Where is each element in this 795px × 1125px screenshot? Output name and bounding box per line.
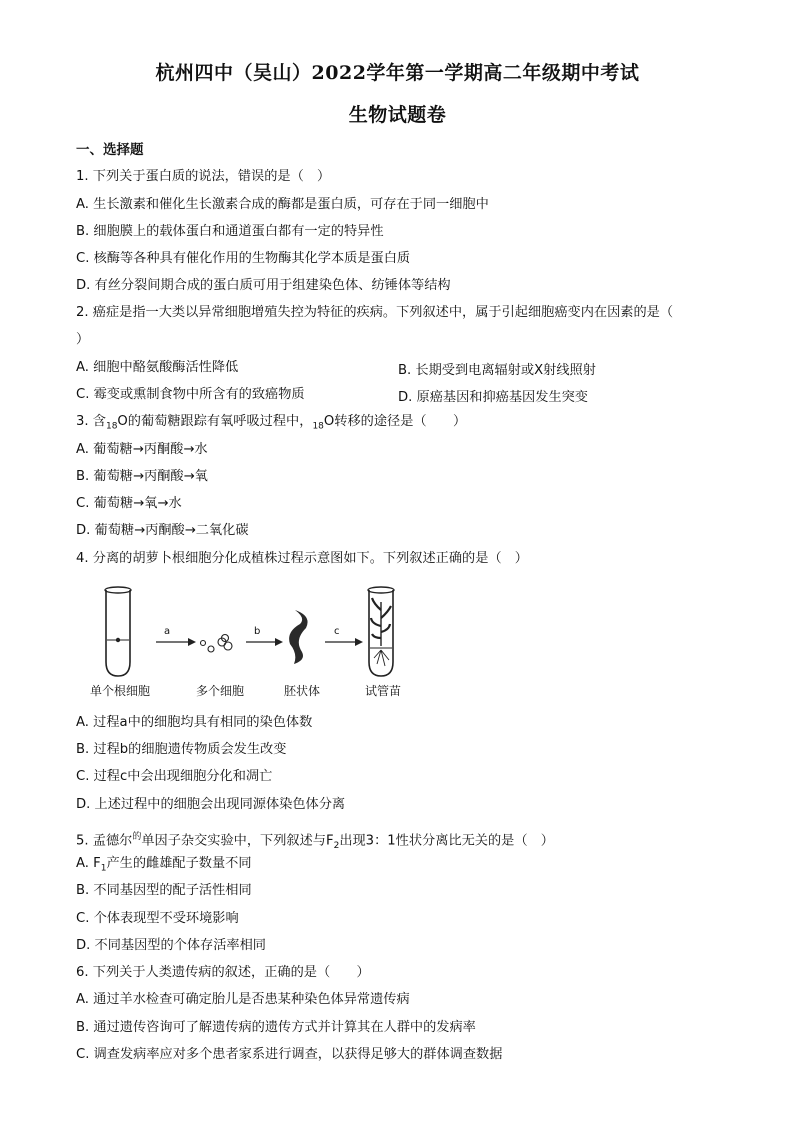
q4-stem: 4. 分离的胡萝卜根细胞分化成植株过程示意图如下。下列叙述正确的是（ ）: [76, 551, 528, 566]
q1-stem: 1. 下列关于蛋白质的说法，错误的是（ ）: [76, 169, 331, 184]
q5-option-d: D. 不同基因型的个体存活率相同: [76, 938, 266, 953]
q5-option-a: A. $F_1$产生的雌雄配子数量不同: [76, 856, 252, 874]
embryoid: [289, 610, 307, 664]
q5-option-b: B. 不同基因型的配子活性相同: [76, 883, 252, 898]
q4-option-a: A. 过程a中的细胞均具有相同的染色体数: [76, 715, 313, 730]
carrot-culture-diagram: [80, 580, 420, 700]
step-c-label: c: [334, 626, 340, 637]
q3-option-c: C. 葡萄糖→氧→水: [76, 496, 182, 511]
diagram-svg: [80, 580, 420, 680]
section-heading: 一、选择题: [76, 142, 144, 158]
multiple-cells: [201, 635, 233, 653]
q6-stem: 6. 下列关于人类遗传病的叙述，正确的是（ ）: [76, 965, 370, 980]
test-tube-plantlet: [368, 587, 394, 676]
exam-subtitle: 生物试题卷: [348, 104, 447, 126]
q6-option-b: B. 通过遗传咨询可了解遗传病的遗传方式并计算其在人群中的发病率: [76, 1020, 476, 1035]
q2-option-d: D. 原癌基因和抑癌基因发生突变: [398, 390, 588, 405]
q6-option-c: C. 调查发病率应对多个患者家系进行调查，以获得足够大的群体调查数据: [76, 1047, 503, 1062]
label-embryoid: 胚状体: [284, 684, 321, 698]
q5-option-c: C. 个体表现型不受环境影响: [76, 911, 239, 926]
arrow-c: [325, 638, 363, 646]
q6-option-a: A. 通过羊水检查可确定胎儿是否患某种染色体异常遗传病: [76, 992, 410, 1007]
test-tube-root-cell: [105, 587, 131, 676]
q4-option-d: D. 上述过程中的细胞会出现同源体染色体分离: [76, 797, 346, 812]
q2-stem-close: ）: [76, 332, 90, 347]
arrow-b: [246, 638, 283, 646]
step-a-label: a: [164, 626, 171, 637]
arrow-a: [156, 638, 196, 646]
q3-option-a: A. 葡萄糖→丙酮酸→水: [76, 442, 208, 457]
q1-option-b: B. 细胞膜上的载体蛋白和通道蛋白都有一定的特异性: [76, 224, 384, 239]
q3-stem: 3. 含$_{18}$O的葡萄糖跟踪有氧呼吸过程中，$_{18}$O转移的途径是（ ）: [76, 414, 467, 432]
q1-option-a: A. 生长激素和催化生长激素合成的酶都是蛋白质，可存在于同一细胞中: [76, 197, 489, 212]
label-multiple-cells: 多个细胞: [196, 684, 245, 698]
label-single-root-cell: 单个根细胞: [90, 684, 151, 698]
q2-stem: 2. 癌症是指一大类以异常细胞增殖失控为特征的疾病。下列叙述中，属于引起细胞癌变内在因素的是（: [76, 305, 674, 320]
label-plantlet: 试管苗: [365, 684, 402, 698]
q4-option-c: C. 过程c中会出现细胞分化和凋亡: [76, 769, 273, 784]
q5-stem: 5. 孟德尔$^的$单因子杂交实验中，下列叙述与$F_2$出现3：1性状分离比无关的是（ ）: [76, 832, 554, 852]
q3-option-d: D. 葡萄糖→丙酮酸→二氧化碳: [76, 523, 249, 538]
q4-option-b: B. 过程b的细胞遗传物质会发生改变: [76, 742, 287, 757]
q1-option-c: C. 核酶等各种具有催化作用的生物酶其化学本质是蛋白质: [76, 251, 411, 266]
q2-option-b: B. 长期受到电离辐射或X射线照射: [398, 363, 596, 378]
step-b-label: b: [254, 626, 261, 637]
q1-option-d: D. 有丝分裂间期合成的蛋白质可用于组建染色体、纺锤体等结构: [76, 278, 451, 293]
exam-title: 杭州四中（吴山）2022学年第一学期高二年级期中考试: [155, 62, 640, 84]
q3-option-b: B. 葡萄糖→丙酮酸→氧: [76, 469, 208, 484]
q2-option-c: C. 霉变或熏制食物中所含有的致癌物质: [76, 387, 305, 402]
q2-option-a: A. 细胞中酪氨酸酶活性降低: [76, 360, 239, 375]
